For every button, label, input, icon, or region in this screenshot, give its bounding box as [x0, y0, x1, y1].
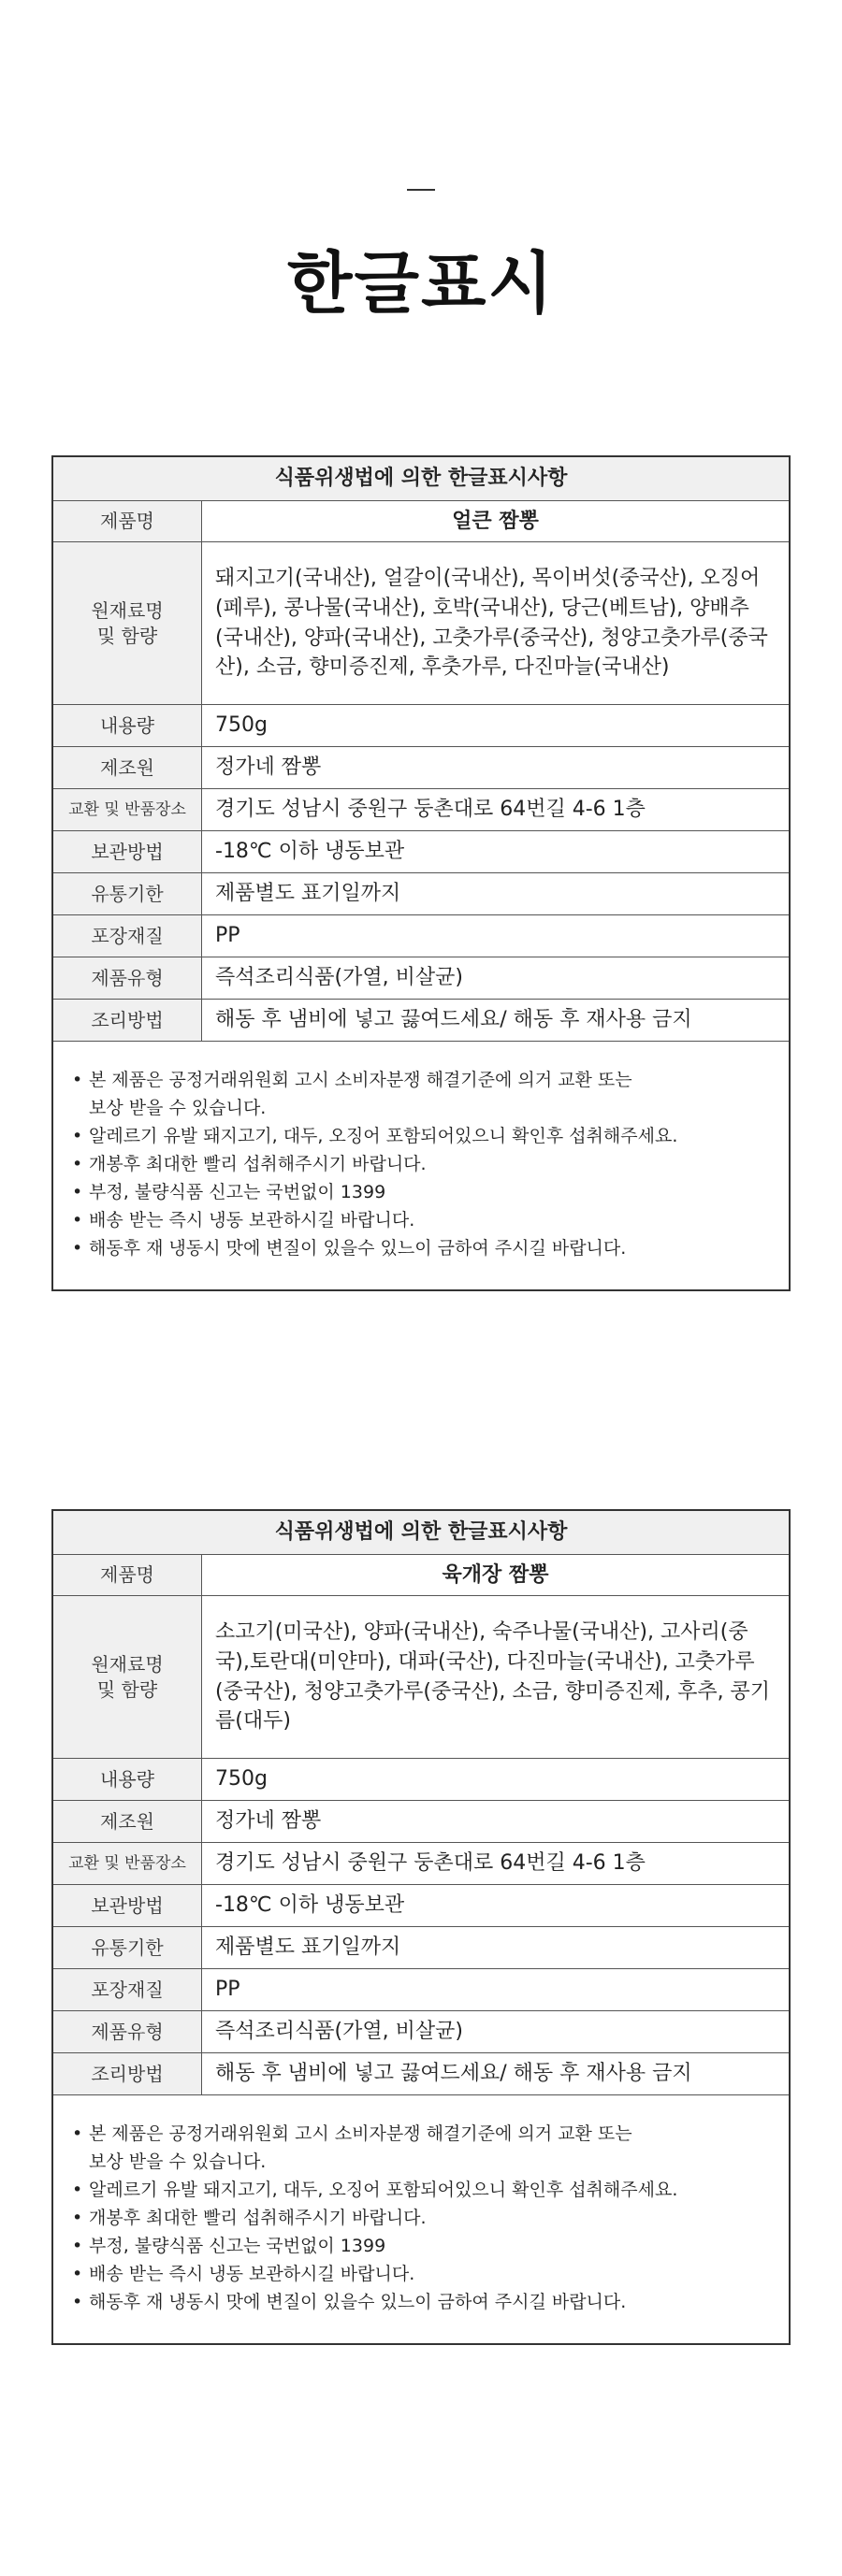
- bullet-icon: •: [72, 2123, 83, 2144]
- row-value: 정가네 짬뽕: [215, 1809, 322, 1834]
- row-packaging: [53, 915, 789, 957]
- row-value: -18℃ 이하 냉동보관: [215, 840, 405, 864]
- note-text: 배송 받는 즉시 냉동 보관하시길 바랍니다.: [89, 2264, 415, 2284]
- row-value: 제품별도 표기일까지: [215, 882, 401, 906]
- row-key: 조리방법: [53, 1000, 202, 1041]
- row-key: 보관방법: [53, 831, 202, 872]
- note-text: 해동후 재 냉동시 맛에 변질이 있을수 있느이 금하여 주시길 바랍니다.: [89, 1238, 627, 1259]
- row-ingredients: [53, 542, 789, 705]
- row-value: 즉석조리식품(가열, 비살균): [215, 966, 463, 990]
- row-manufacturer: [53, 747, 789, 789]
- row-key: 유통기한: [53, 1927, 202, 1968]
- row-key: 교환 및 반품장소: [53, 1843, 202, 1884]
- row-value: 제품별도 표기일까지: [215, 1936, 401, 1960]
- bullet-icon: •: [72, 1210, 83, 1230]
- note-text: 알레르기 유발 돼지고기, 대두, 오징어 포함되어있으니 확인후 섭취해주세요.: [89, 2180, 678, 2200]
- bullet-icon: •: [72, 1070, 83, 1090]
- row-value: 750g: [215, 713, 268, 738]
- note-item: [72, 1234, 768, 1262]
- note-item: [72, 1150, 768, 1178]
- row-key: 교환 및 반품장소: [53, 789, 202, 830]
- bullet-icon: •: [72, 2180, 83, 2200]
- product-name: 육개장 짬뽕: [442, 1562, 549, 1587]
- ingredients-text: 돼지고기(국내산), 얼갈이(국내산), 목이버섯(중국산), 오징어(페루), 콩나물(국내산), 호박(국내산), 당근(베트남), 양배추(국내산), 양파(국내산), 고춧가루(중국산), 청양고춧가루(중국산), 소금, 향미증진제, 후춧가루, 다진마늘(국내산): [215, 566, 768, 680]
- row-expiry: [53, 873, 789, 915]
- ingredients-text: 소고기(미국산), 양파(국내산), 숙주나물(국내산), 고사리(중국),토란대(미얀마), 대파(국산), 다진마늘(국내산), 고춧가루(중국산), 청양고춧가루(중국산), 소금, 향미증진제, 후추, 콩기름(대두): [215, 1619, 771, 1734]
- row-key: 내용량: [53, 1759, 202, 1800]
- note-item: [72, 2120, 768, 2148]
- row-value: 정가네 짬뽕: [215, 756, 322, 780]
- row-key: 제조원: [53, 747, 202, 788]
- note-item: [72, 2260, 768, 2288]
- note-item: [72, 2232, 768, 2260]
- product-name: 얼큰 짬뽕: [452, 509, 539, 533]
- row-cooking-method: [53, 1000, 789, 1042]
- row-key: 원재료명 및 함량: [53, 1596, 202, 1758]
- row-key: 제품유형: [53, 2011, 202, 2052]
- row-food-type: [53, 957, 789, 1000]
- note-text: 부정, 불량식품 신고는 국번없이 1399: [89, 2236, 386, 2256]
- row-key: 제품유형: [53, 957, 202, 999]
- row-value: PP: [215, 1978, 240, 2002]
- label-header: 식품위생법에 의한 한글표시사항: [53, 1511, 789, 1555]
- bullet-spacer: [72, 1094, 89, 1122]
- note-text: 해동후 재 냉동시 맛에 변질이 있을수 있느이 금하여 주시길 바랍니다.: [89, 2292, 627, 2312]
- row-key: 제품명: [53, 1555, 202, 1595]
- row-key: 보관방법: [53, 1885, 202, 1926]
- note-text: 개봉후 최대한 빨리 섭취해주시기 바랍니다.: [89, 1154, 427, 1174]
- bullet-icon: •: [72, 1238, 83, 1259]
- bullet-icon: •: [72, 1126, 83, 1146]
- row-product-name: [53, 1555, 789, 1596]
- row-value: 해동 후 냄비에 넣고 끓여드세요/ 해동 후 재사용 금지: [215, 2062, 692, 2086]
- note-item: [72, 1178, 768, 1206]
- row-value: 750g: [215, 1767, 268, 1792]
- row-key: 조리방법: [53, 2053, 202, 2094]
- bullet-icon: •: [72, 1154, 83, 1174]
- row-key: 유통기한: [53, 873, 202, 914]
- note-item: [72, 1066, 768, 1094]
- row-net-weight: [53, 705, 789, 747]
- row-manufacturer: [53, 1801, 789, 1843]
- note-text: 개봉후 최대한 빨리 섭취해주시기 바랍니다.: [89, 2208, 427, 2228]
- note-text: 알레르기 유발 돼지고기, 대두, 오징어 포함되어있으니 확인후 섭취해주세요.: [89, 1126, 678, 1146]
- row-key: 내용량: [53, 705, 202, 746]
- row-cooking-method: [53, 2053, 789, 2095]
- bullet-icon: •: [72, 2236, 83, 2256]
- row-key: 원재료명 및 함량: [53, 542, 202, 704]
- row-key: 제조원: [53, 1801, 202, 1842]
- bullet-icon: •: [72, 2292, 83, 2312]
- note-text: 보상 받을 수 있습니다.: [89, 1098, 267, 1118]
- notes-section: [53, 1042, 789, 1262]
- bullet-icon: •: [72, 2208, 83, 2228]
- label-header: 식품위생법에 의한 한글표시사항: [53, 457, 789, 501]
- row-value: 즉석조리식품(가열, 비살균): [215, 2020, 463, 2044]
- note-text: 부정, 불량식품 신고는 국번없이 1399: [89, 1182, 386, 1202]
- row-key: 포장재질: [53, 915, 202, 957]
- row-ingredients: [53, 1596, 789, 1759]
- row-value: PP: [215, 924, 240, 948]
- note-item: [72, 2148, 768, 2176]
- row-value: 해동 후 냄비에 넣고 끓여드세요/ 해동 후 재사용 금지: [215, 1008, 692, 1032]
- page-title: 한글표시: [286, 244, 556, 323]
- row-storage: [53, 1885, 789, 1927]
- note-item: [72, 1122, 768, 1150]
- note-item: [72, 2176, 768, 2204]
- notes-section: [53, 2095, 789, 2316]
- bullet-icon: •: [72, 2264, 83, 2284]
- bullet-spacer: [72, 2148, 89, 2176]
- row-key: 포장재질: [53, 1969, 202, 2010]
- note-text: 본 제품은 공정거래위원회 고시 소비자분쟁 해결기준에 의거 교환 또는: [89, 1070, 632, 1090]
- title-divider: [407, 189, 435, 191]
- bullet-icon: •: [72, 1182, 83, 1202]
- food-label-table: [51, 455, 791, 1291]
- row-expiry: [53, 1927, 789, 1969]
- row-value: -18℃ 이하 냉동보관: [215, 1893, 405, 1918]
- row-packaging: [53, 1969, 789, 2011]
- row-net-weight: [53, 1759, 789, 1801]
- row-storage: [53, 831, 789, 873]
- row-value: 경기도 성남시 중원구 둥촌대로 64번길 4-6 1층: [215, 1851, 646, 1876]
- note-text: 보상 받을 수 있습니다.: [89, 2151, 267, 2172]
- row-key: 제품명: [53, 501, 202, 541]
- note-item: [72, 1206, 768, 1234]
- note-item: [72, 1094, 768, 1122]
- note-text: 배송 받는 즉시 냉동 보관하시길 바랍니다.: [89, 1210, 415, 1230]
- row-value: 경기도 성남시 중원구 둥촌대로 64번길 4-6 1층: [215, 798, 646, 822]
- row-food-type: [53, 2011, 789, 2053]
- food-label-table: [51, 1509, 791, 2345]
- note-item: [72, 2288, 768, 2316]
- row-product-name: [53, 501, 789, 542]
- note-text: 본 제품은 공정거래위원회 고시 소비자분쟁 해결기준에 의거 교환 또는: [89, 2123, 632, 2144]
- note-item: [72, 2204, 768, 2232]
- row-exchange-place: [53, 789, 789, 831]
- row-exchange-place: [53, 1843, 789, 1885]
